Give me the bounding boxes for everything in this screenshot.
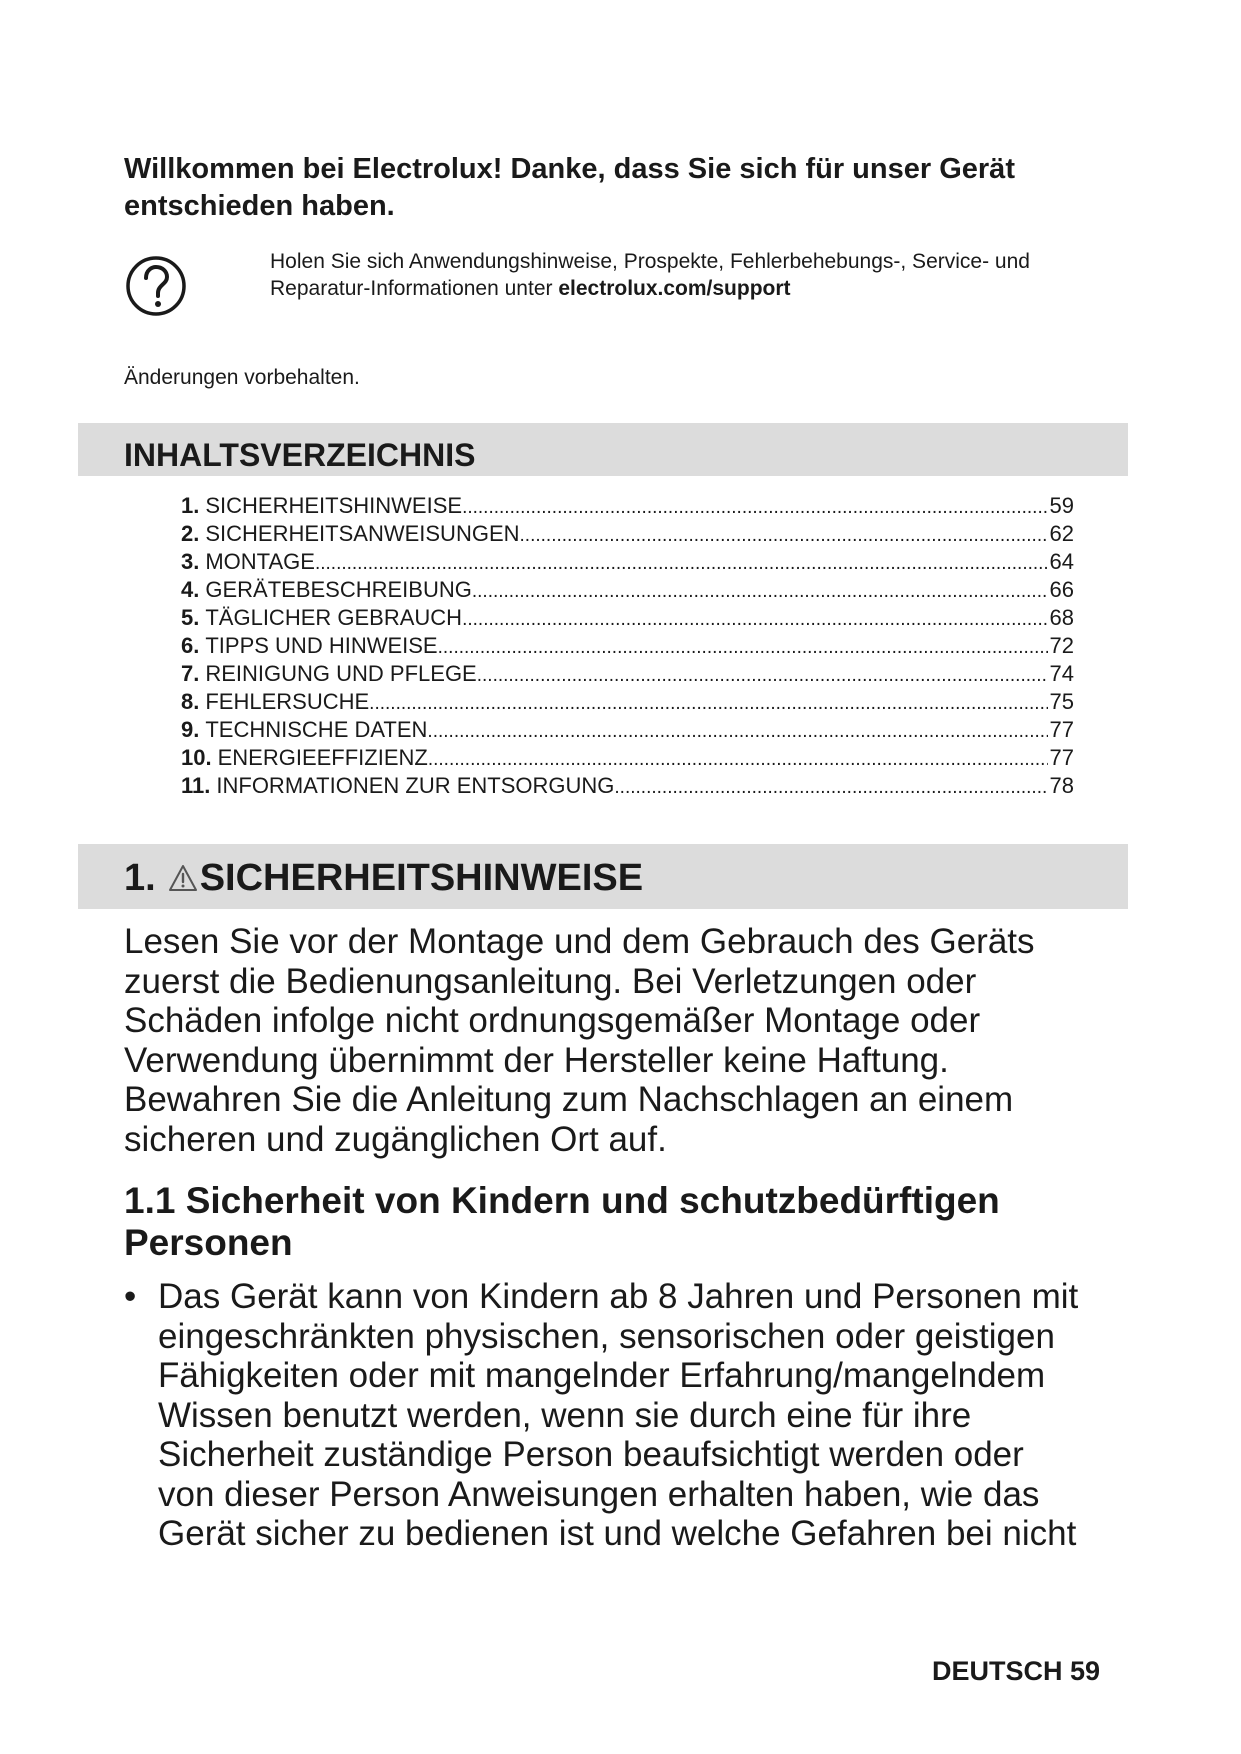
- toc-entry-page: 77: [1049, 745, 1074, 770]
- toc-leader-dots: [315, 548, 1048, 578]
- question-circle-icon: [124, 253, 188, 319]
- welcome-line-1: Willkommen bei Electrolux! Danke, dass Sie sich für unser Gerät: [124, 153, 1015, 185]
- toc-entry-title: INFORMATIONEN ZUR ENTSORGUNG: [216, 773, 615, 798]
- safety-bullet-list: [124, 1277, 1134, 1554]
- intro-line: Schäden infolge nicht ordnungsgemäßer Montage oder: [124, 1001, 981, 1040]
- toc-entry-page: 74: [1049, 661, 1074, 686]
- bullet-line: Sicherheit zuständige Person beaufsichtigt werden oder: [158, 1435, 1024, 1474]
- toc-entry-page: 66: [1049, 577, 1074, 602]
- toc-entry-page: 62: [1049, 521, 1074, 546]
- toc-entry-11[interactable]: [181, 772, 1074, 800]
- toc-entry-number: 5.: [181, 605, 200, 630]
- toc-entry-title: TÄGLICHER GEBRAUCH: [205, 605, 463, 630]
- support-link[interactable]: electrolux.com/support: [558, 277, 791, 300]
- toc-entry-title: SICHERHEITSANWEISUNGEN: [205, 521, 520, 546]
- toc-entry-7[interactable]: [181, 660, 1074, 688]
- intro-line: sicheren und zugänglichen Ort auf.: [124, 1119, 667, 1159]
- toc-entry-number: 11.: [181, 773, 211, 798]
- toc-entry-number: 10.: [181, 745, 212, 770]
- toc-entry-title: MONTAGE: [205, 549, 315, 574]
- toc-entry-number: 6.: [181, 633, 200, 658]
- toc-entry-1[interactable]: [181, 492, 1074, 520]
- toc-leader-dots: [369, 688, 1047, 718]
- toc-leader-dots: [520, 520, 1048, 550]
- toc-entry-title: GERÄTEBESCHREIBUNG: [205, 577, 472, 602]
- toc-leader-dots: [462, 492, 1047, 522]
- toc-entry-number: 2.: [181, 521, 200, 546]
- subsection-title-line-2: Personen: [124, 1222, 293, 1263]
- toc-entry-page: 75: [1049, 689, 1074, 714]
- toc-entry-title: SICHERHEITSHINWEISE: [205, 493, 463, 518]
- toc-leader-dots: [438, 632, 1048, 662]
- toc-leader-dots: [472, 576, 1048, 606]
- toc-entry-title: FEHLERSUCHE: [205, 689, 370, 714]
- toc-title: INHALTSVERZEICHNIS: [124, 437, 476, 473]
- toc-leader-dots: [427, 716, 1047, 746]
- support-line-1: Holen Sie sich Anwendungshinweise, Prospekte, Fehlerbehebungs-, Service- und: [270, 250, 1030, 273]
- toc-entry-number: 3.: [181, 549, 200, 574]
- bullet-line: Wissen benutzt werden, wenn sie durch eine für ihre: [158, 1395, 972, 1435]
- toc-leader-dots: [462, 604, 1047, 634]
- toc-entry-page: 59: [1049, 493, 1074, 518]
- bullet-line: Gerät sicher zu bedienen ist und welche Gefahren bei nicht: [158, 1514, 1077, 1553]
- page-footer: DEUTSCH 59: [931, 1656, 1100, 1686]
- support-text: [270, 248, 1170, 302]
- intro-line: Verwendung übernimmt der Hersteller keine Haftung.: [124, 1040, 949, 1080]
- toc-entry-title: TIPPS UND HINWEISE: [205, 633, 438, 658]
- toc-entry-number: 9.: [181, 717, 200, 742]
- toc-entry-title: TECHNISCHE DATEN: [205, 717, 428, 742]
- toc-entry-title: REINIGUNG UND PFLEGE: [205, 661, 477, 686]
- toc-entry-page: 78: [1049, 773, 1074, 798]
- table-of-contents: [181, 492, 1074, 800]
- toc-entry-4[interactable]: [181, 576, 1074, 604]
- welcome-line-2: entschieden haben.: [124, 190, 395, 222]
- intro-line: Bewahren Sie die Anleitung zum Nachschlagen an einem: [124, 1080, 1014, 1119]
- support-line-2: Reparatur-Informationen unter: [270, 277, 559, 300]
- warning-triangle-icon: [168, 864, 198, 892]
- toc-entry-page: 68: [1049, 605, 1074, 630]
- intro-line: zuerst die Bedienungsanleitung. Bei Verletzungen oder: [124, 961, 977, 1001]
- toc-leader-dots: [614, 772, 1047, 802]
- toc-entry-10[interactable]: [181, 744, 1074, 772]
- intro-line: Lesen Sie vor der Montage und dem Gebrauch des Geräts: [124, 922, 1035, 961]
- toc-leader-dots: [477, 660, 1048, 690]
- toc-leader-dots: [428, 744, 1048, 774]
- toc-entry-title: ENERGIEEFFIZIENZ: [217, 745, 428, 770]
- toc-entry-5[interactable]: [181, 604, 1074, 632]
- toc-entry-page: 64: [1049, 549, 1074, 574]
- section-title-text: SICHERHEITSHINWEISE: [199, 857, 644, 899]
- list-item: [124, 1277, 1134, 1554]
- section-1-heading: [124, 856, 643, 900]
- changes-notice: Änderungen vorbehalten.: [124, 366, 360, 389]
- toc-entry-3[interactable]: [181, 548, 1074, 576]
- bullet-line: Das Gerät kann von Kindern ab 8 Jahren und Personen mit: [158, 1277, 1079, 1316]
- section-number: 1.: [124, 857, 156, 899]
- toc-entry-page: 72: [1049, 633, 1074, 658]
- bullet-line: von dieser Person Anweisungen erhalten haben, wie das: [158, 1474, 1040, 1514]
- toc-entry-9[interactable]: [181, 716, 1074, 744]
- bullet-point-icon: •: [124, 1277, 137, 1316]
- toc-entry-6[interactable]: [181, 632, 1074, 660]
- toc-entry-number: 4.: [181, 577, 200, 602]
- toc-entry-number: 7.: [181, 661, 200, 686]
- safety-intro-paragraph: [124, 922, 1134, 1159]
- bullet-line: Fähigkeiten oder mit mangelnder Erfahrung/mangelndem: [158, 1356, 1046, 1395]
- toc-entry-8[interactable]: [181, 688, 1074, 716]
- toc-entry-number: 1.: [181, 493, 200, 518]
- toc-entry-number: 8.: [181, 689, 200, 714]
- bullet-line: eingeschränkten physischen, sensorischen oder geistigen: [158, 1316, 1055, 1356]
- welcome-heading: [124, 151, 1124, 225]
- subsection-1-1-heading: [124, 1180, 1134, 1264]
- subsection-title-line-1: 1.1 Sicherheit von Kindern und schutzbedürftigen: [124, 1180, 1000, 1221]
- toc-entry-2[interactable]: [181, 520, 1074, 548]
- toc-entry-page: 77: [1049, 717, 1074, 742]
